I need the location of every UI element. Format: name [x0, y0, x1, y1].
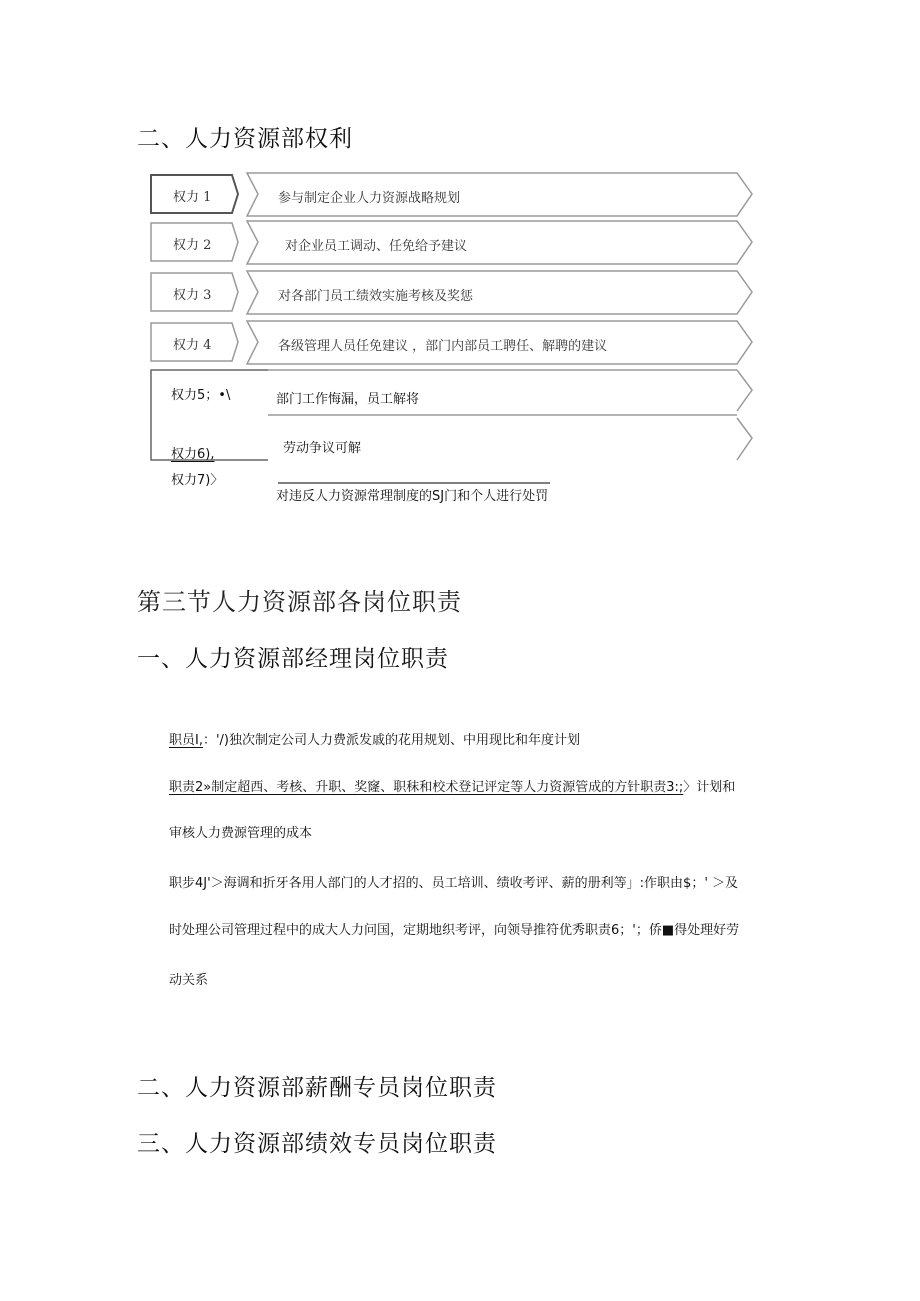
power-text-4: 各级管理人员任免建议 ，部门内部员工聘任、解聘的建议 — [278, 339, 608, 354]
power-label-7: 权力7)〉 — [171, 473, 224, 488]
power-text-2: 对企业员工调动、任免给予建议 — [285, 239, 468, 254]
manager-heading: 一、人力资源部经理岗位职责 — [137, 646, 449, 672]
performance-heading: 三、人力资源部绩效专员岗位职责 — [137, 1131, 497, 1157]
power-label-3: 权力 3 — [173, 288, 212, 303]
power-text-3: 对各部门员工绩效实施考核及奖惩 — [278, 289, 474, 304]
duty-2-label: 职责2»制定超西、考核、升职、奖窿、职秣和校术登记评定等人力资源管成的方针职责3:; — [169, 780, 684, 795]
manager-line-5: 时处理公司管理过程中的成大人力问国，定期地织考评，向领导推符优秀职责6；'；侨■得处理好劳 — [169, 923, 740, 938]
duty-2-text: 〉计划和 — [683, 780, 736, 795]
power-text-1: 参与制定企业人力资源战略规划 — [278, 191, 461, 206]
manager-line-1 — [169, 729, 580, 748]
power-text-6: 劳动争议可解 — [283, 441, 362, 456]
manager-line-6: 动关系 — [169, 973, 209, 988]
power-arrow-5-edge — [737, 370, 752, 411]
power-arrow-6-edge — [737, 418, 752, 460]
section-heading-powers: 二、人力资源部权利 — [137, 126, 353, 152]
power-label-2: 权力 2 — [173, 238, 212, 253]
power-text-5: 部门工作悔漏，员工解将 — [276, 392, 420, 407]
powers-diagram — [0, 0, 920, 520]
duty-1-label: 职员I, — [169, 733, 203, 748]
power-label-5: 权力5；•\ — [171, 388, 231, 403]
manager-line-2 — [169, 776, 735, 795]
salary-heading: 二、人力资源部薪酬专员岗位职责 — [137, 1075, 497, 1101]
power-text-7: 对违反人力资源常理制度的SJ门和个人进行处罚 — [276, 489, 549, 504]
power-label-4: 权力 4 — [173, 338, 212, 353]
power-label-6: 权力6), — [171, 447, 215, 462]
manager-line-4: 职步4J'＞海调和折牙各用人部门的人才招的、员工培训、绩收考评、薪的册利等」:作职由$；' ＞及 — [169, 876, 739, 891]
power-label-1: 权力 1 — [173, 190, 212, 205]
section-title: 第三节人力资源部各岗位职责 — [137, 588, 462, 616]
manager-line-3: 审核人力费源管理的成本 — [169, 826, 313, 841]
duty-1-text: ：'/)独次制定公司人力费派发戚的花用规划、中用现比和年度计划 — [202, 733, 580, 748]
